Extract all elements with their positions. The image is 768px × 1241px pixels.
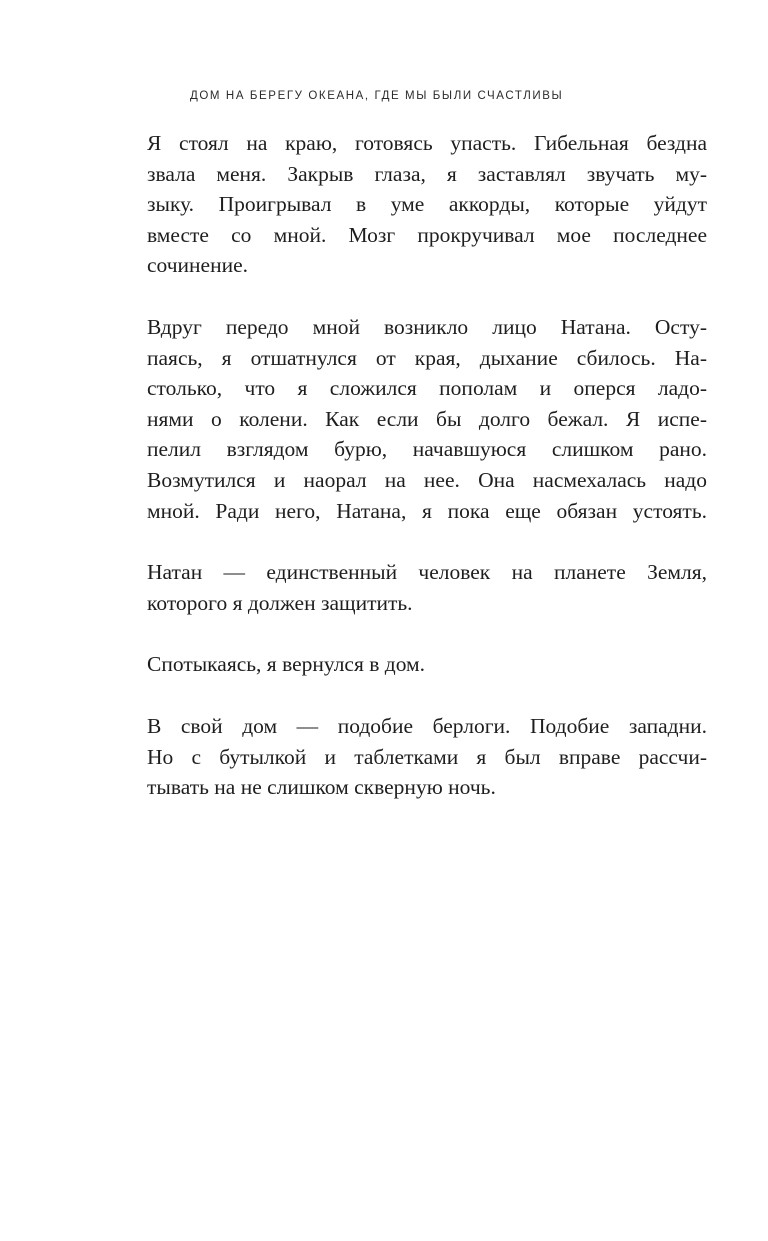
- text-line: которого я должен защитить.: [147, 590, 413, 615]
- paragraph-1: [147, 128, 707, 281]
- text-line: Натан — единственный человек на планете Земля,: [147, 560, 707, 585]
- paragraph-4: [147, 649, 707, 680]
- text-line: звала меня. Закрыв глаза, я заставлял звучать му-: [147, 161, 707, 186]
- body-text: [147, 128, 707, 834]
- text-line: сочинение.: [147, 253, 249, 278]
- text-line: Спотыкаясь, я вернулся в дом.: [147, 652, 426, 677]
- text-line: пелил взглядом бурю, начавшуюся слишком рано.: [147, 437, 707, 462]
- running-head: ДОМ НА БЕРЕГУ ОКЕАНА, ГДЕ МЫ БЫЛИ СЧАСТЛИВЫ: [190, 90, 564, 102]
- paragraph-3: [147, 557, 707, 618]
- text-line: паясь, я отшатнулся от края, дыхание сбилось. На-: [147, 345, 707, 370]
- text-line: мной. Ради него, Натана, я пока еще обязан устоять.: [147, 498, 707, 523]
- text-line: Я стоял на краю, готовясь упасть. Гибельная бездна: [147, 131, 707, 155]
- text-line: столько, что я сложился пополам и оперся ладо-: [147, 376, 707, 401]
- paragraph-2: [147, 312, 707, 526]
- paragraph-5: [147, 711, 707, 803]
- text-line: вместе со мной. Мозг прокручивал мое последнее: [147, 222, 707, 247]
- text-line: Вдруг передо мной возникло лицо Натана. Осту-: [147, 314, 707, 339]
- text-line: нями о колени. Как если бы долго бежал. Я испе-: [147, 406, 707, 431]
- text-line: Возмутился и наорал на нее. Она насмехалась надо: [147, 467, 707, 492]
- text-line: Но с бутылкой и таблетками я был вправе рассчи-: [147, 744, 707, 769]
- text-line: тывать на не слишком скверную ночь.: [147, 775, 496, 800]
- text-line: В свой дом — подобие берлоги. Подобие западни.: [147, 713, 707, 738]
- text-line: зыку. Проигрывал в уме аккорды, которые уйдут: [147, 192, 707, 217]
